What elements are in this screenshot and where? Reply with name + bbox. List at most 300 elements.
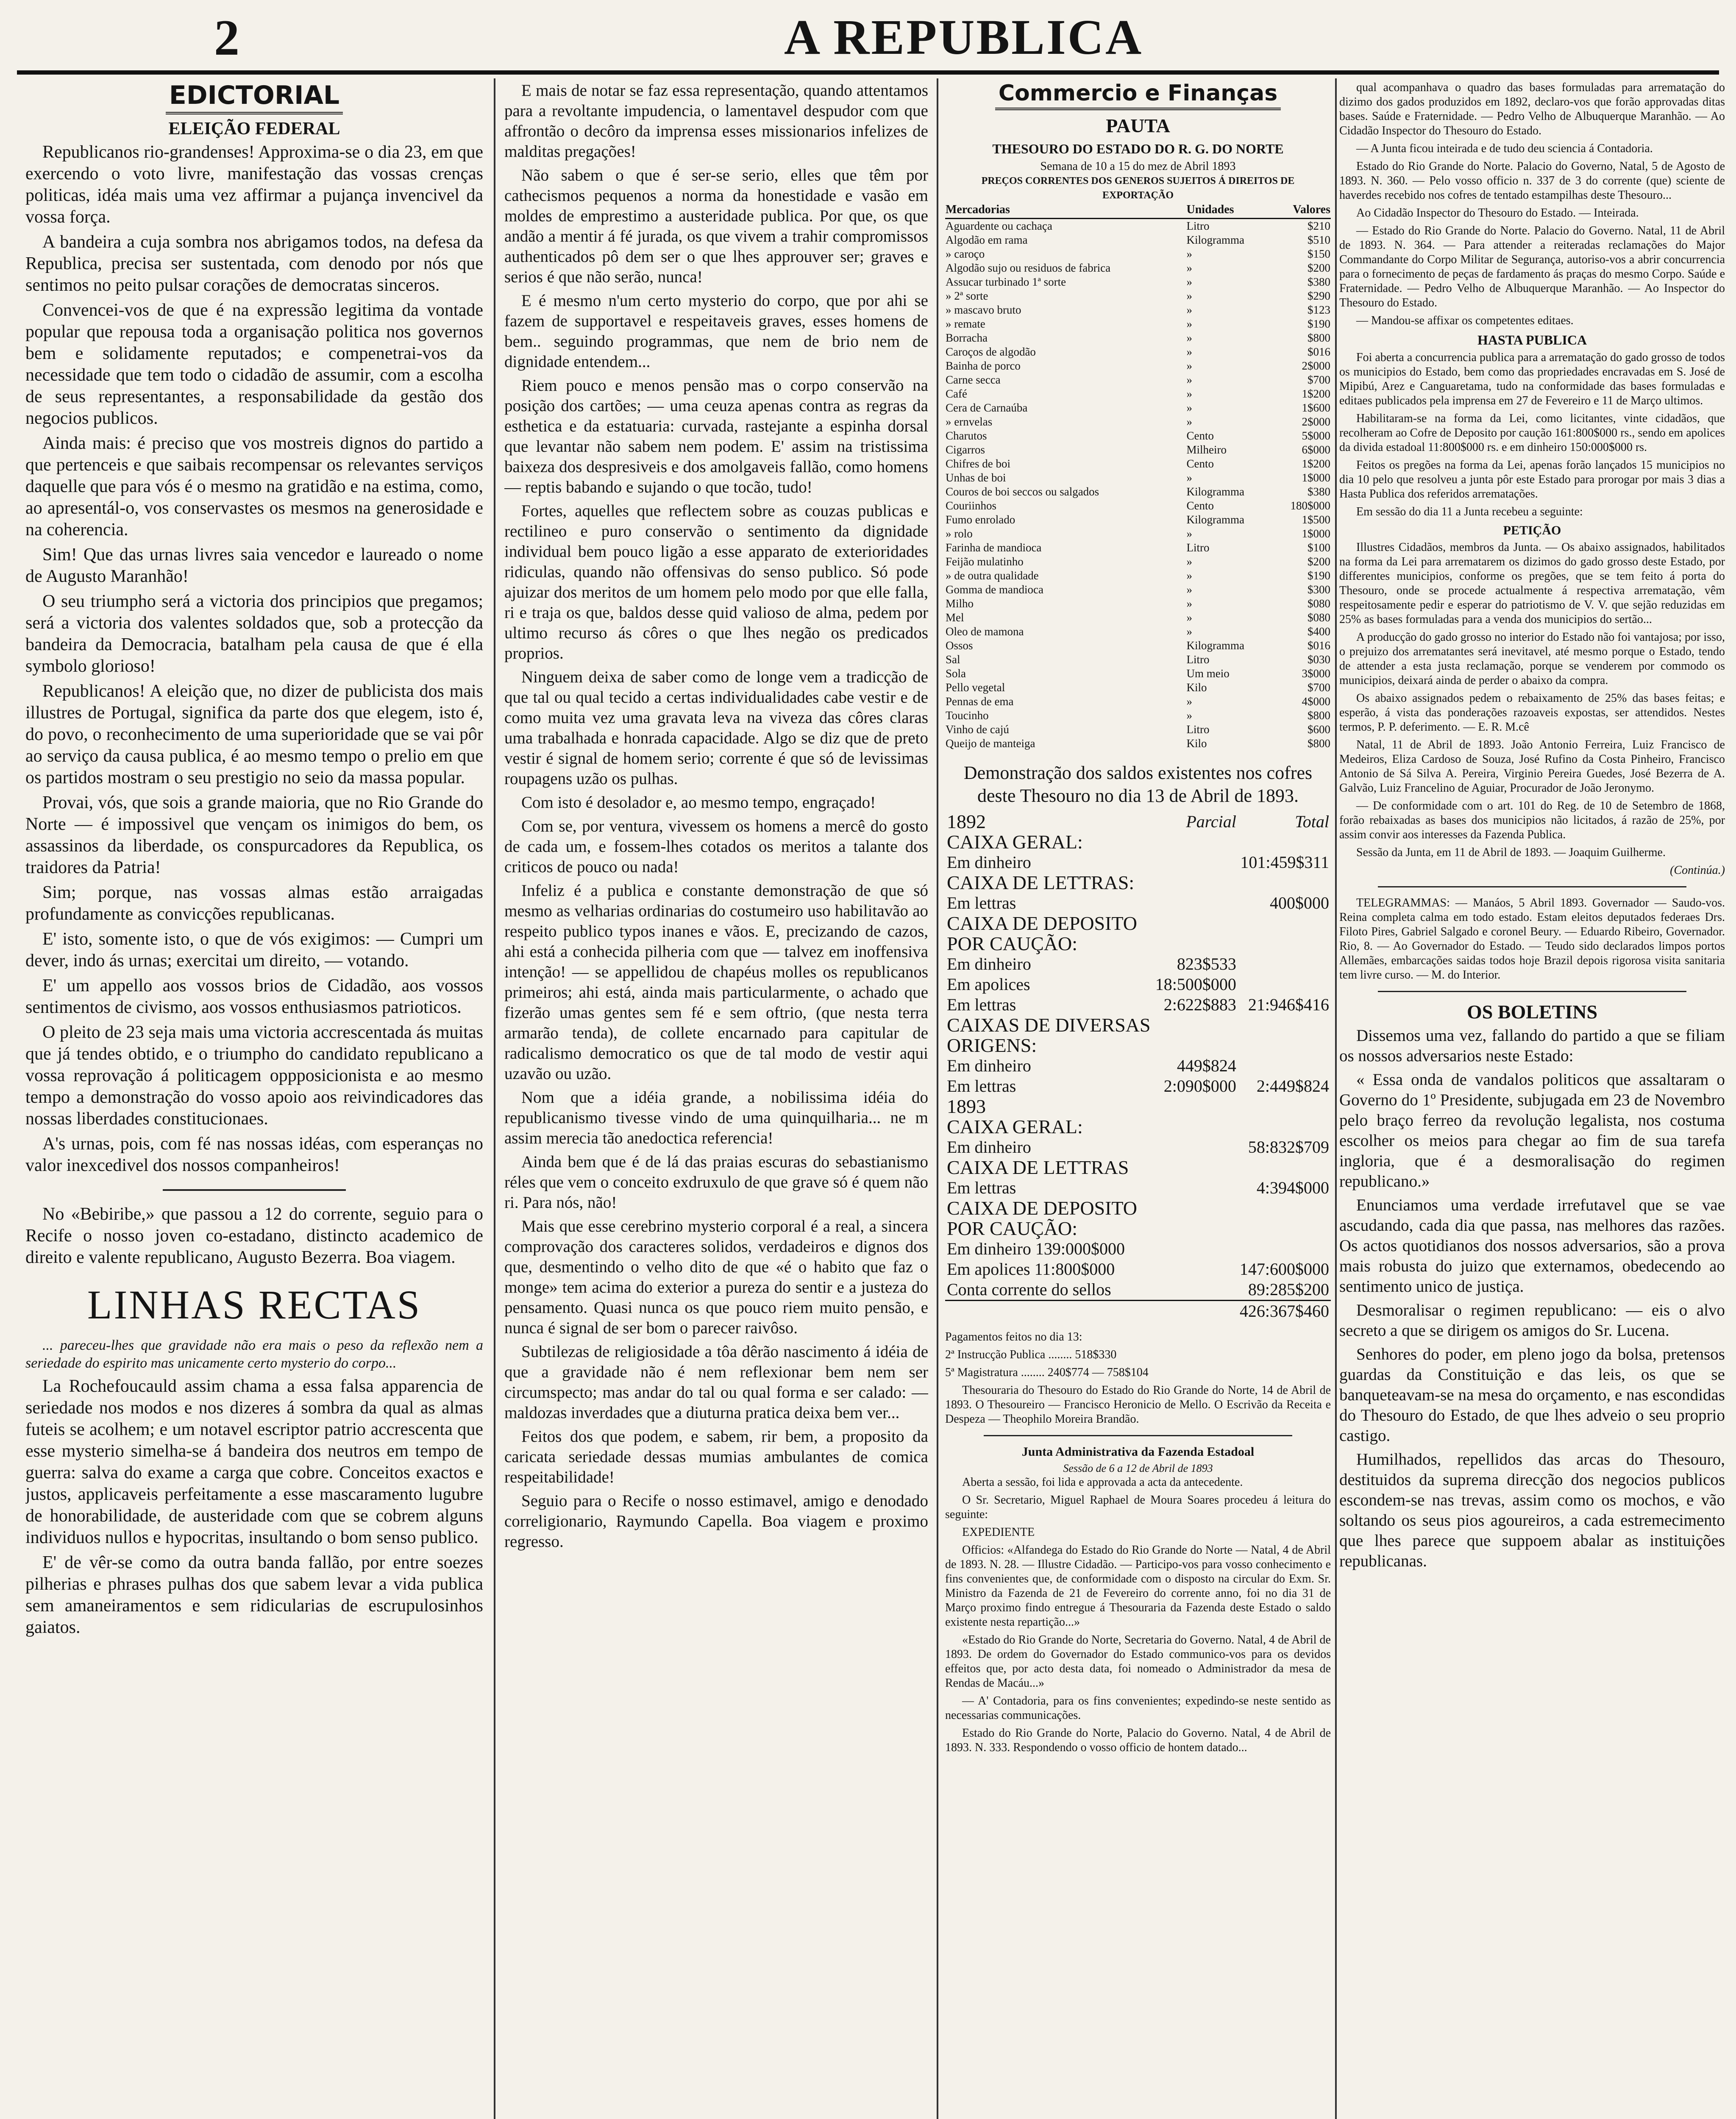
- pauta-row: [945, 541, 1331, 555]
- boletins-paragraph: Dissemos uma vez, fallando do partido a que se filiam os nossos adversarios neste Estado:: [1339, 1026, 1725, 1065]
- expediente-paragraph: Ao Cidadão Inspector do Thesouro do Estado. — Inteirada.: [1356, 206, 1639, 220]
- unidade-cell: »: [1186, 359, 1192, 372]
- unidade-cell: »: [1186, 373, 1192, 386]
- valor-cell: 1$200: [1302, 387, 1330, 400]
- unidade-cell: »: [1186, 597, 1192, 610]
- mercadoria-cell: » caroço: [946, 247, 985, 260]
- unidade-cell: »: [1186, 303, 1192, 316]
- editorial-paragraph: Riem pouco e menos pensão mas o corpo conservão na posição dos cartões; — uma ceuza apenas contra as regras da esthetica e da estatuaria: curvada, rastejante a espinha dorsal que levantar não sabem nem podem. E' assim na tristissima baixeza dos despresiveis e dos amolgaveis fallão, como homens — reptis babando e sujando o que tocão, tudo!: [504, 376, 928, 496]
- peticao-paragraph: Natal, 11 de Abril de 1893. João Antonio Ferreira, Luiz Francisco de Medeiros, Eliza Cardoso de Souza, José Rufino da Costa Pinheiro, Francisco Antonio de Sá Silva A. Pereira, Virginio Pereira Guedes, José Bezerra de A. Galvão, Luiz Francelino de Aguiar, Procurador de João Jeronymo.: [1339, 738, 1725, 795]
- saldos-parcial: [1154, 913, 1238, 954]
- saldos-total-cell: [1238, 1157, 1331, 1178]
- saldos-row: [945, 852, 1331, 873]
- editorial-paragraph: Infeliz é a publica e constante demonstração de que só mesmo as velharias ordinarias do costumeiro uso habilitavão ao respeito publico typos inanes e vãos. E, precizando de cazos, ahi está a conhecida pilheria com que — talvez em inoffensiva intenção! — se appellidou de chapéus molles os republicanos primeiros; ahi está, ainda mais particularmente, o achado que fizerão umas gentes sem fé e sem oftrio, (que nesta terra armarão tenda), de collete encarnado para capitular de radicalismo democratico os que de tal modo de vestir aqui uzavão ou uzão.: [504, 882, 928, 1083]
- saldos-total-cell: [1238, 1056, 1331, 1076]
- divider: [1378, 991, 1686, 992]
- page-number: 2: [214, 9, 239, 66]
- pauta-row: [945, 681, 1331, 695]
- pauta-row: [945, 303, 1331, 317]
- valor-cell: 1$000: [1302, 527, 1330, 540]
- junta-title: Junta Administrativa da Fazenda Estadoal: [1021, 1445, 1255, 1459]
- mercadoria-cell: » mascavo bruto: [946, 303, 1021, 316]
- pauta-row: [945, 513, 1331, 527]
- pauta-row: [945, 583, 1331, 597]
- unidade-cell: »: [1186, 401, 1192, 414]
- saldos-parcial: [1154, 1096, 1238, 1117]
- unidade-cell: »: [1186, 317, 1192, 330]
- mercadoria-cell: » de outra qualidade: [946, 569, 1039, 582]
- junta-paragraph: Officios: «Alfandega do Estado do Rio Grande do Norte — Natal, 4 de Abril de 1893. N. 28. — Illustre Cidadão. — Participo-vos para vosso conhecimento e fins convenientes que, de conformidade com o disposto na circular do Exm. Sr. Ministro da Fazenda de 21 de Fevereiro do corrente anno, foi no dia 31 de Março proximo findo entregue á Thesouraria da Fazenda deste Estado o saldo existente nesta repartição...»: [945, 1543, 1331, 1629]
- unidade-cell: »: [1186, 345, 1192, 358]
- payments-list: [945, 1348, 1331, 1380]
- hasta-publica-title: HASTA PUBLICA: [1477, 332, 1587, 348]
- valor-cell: 2$000: [1302, 359, 1330, 372]
- pauta-row: [945, 723, 1331, 737]
- pauta-week: Semana de 10 a 15 do mez de Abril 1893: [1040, 160, 1236, 173]
- boletins-body: [1339, 1026, 1725, 1571]
- article-heading: ELEIÇÃO FEDERAL: [168, 119, 340, 139]
- saldos-row: [945, 1117, 1331, 1137]
- saldos-row: [945, 893, 1331, 913]
- pauta-row: [945, 709, 1331, 723]
- valor-cell: $600: [1308, 723, 1330, 736]
- valor-cell: $400: [1308, 625, 1330, 638]
- saldos-parcial: [1154, 1117, 1238, 1137]
- saldos-label: CAIXA GERAL:: [947, 1116, 1083, 1137]
- mercadoria-cell: Charutos: [946, 429, 987, 442]
- saldos-parcial: 2:090$000: [1163, 1076, 1236, 1096]
- unidade-cell: »: [1186, 471, 1192, 484]
- saldos-row: [945, 913, 1331, 954]
- saldos-total-cell: [1238, 913, 1331, 954]
- mercadoria-cell: Sal: [946, 653, 960, 666]
- peticao-paragraph: — De conformidade com o art. 101 do Reg. de 10 de Setembro de 1868, forão rebaixadas as bases dos municipios não licitados, á razão de 25%, por assim convir aos interesses da Fazenda Publica.: [1339, 799, 1725, 841]
- unidade-cell: Kilogramma: [1186, 234, 1244, 246]
- valor-cell: $150: [1308, 247, 1330, 260]
- saldos-row: [945, 1056, 1331, 1076]
- column-commercio: [945, 81, 1331, 1758]
- unidade-cell: »: [1186, 709, 1192, 722]
- unidade-cell: »: [1186, 611, 1192, 624]
- editorial-paragraph: Com se, por ventura, vivessem os homens a mercê do gosto de cada um, e fossem-lhes cotados os meritos a talante dos criticos de pouco ou nada!: [504, 817, 928, 876]
- saldos-label: Em dinheiro 139:000$000: [947, 1239, 1125, 1258]
- saldos-label: Em lettras: [947, 995, 1016, 1014]
- editorial-paragraph: Subtilezas de religiosidade a tôa dêrão nascimento á idéia de que a gravidade não é nem reflexionar bem nem ser circumspecto; mas andar do tal ou qual forma e ser calado: — maldozas inverdades que a diuturna pratica deixa bem ver...: [504, 1343, 928, 1422]
- saldos-label: CAIXAS DE DIVERSAS ORIGENS:: [947, 1014, 1151, 1056]
- saldos-col-header: Parcial: [1186, 812, 1236, 831]
- expediente-continued: [1339, 81, 1725, 328]
- hasta-paragraph: Em sessão do dia 11 a Junta recebeu a seguinte:: [1356, 505, 1583, 518]
- saldos-label: Em dinheiro: [947, 1137, 1031, 1157]
- pauta-title: PAUTA: [1106, 115, 1170, 136]
- valor-cell: $200: [1308, 555, 1330, 568]
- expediente-paragraph: Estado do Rio Grande do Norte. Palacio do Governo, Natal, 5 de Agosto de 1893. N. 360. — Pelo vosso officio n. 337 de 3 do corrente (que) sciente de haverdes recebido nos cofres de tentado estampilhas deste Thesouro...: [1339, 160, 1725, 202]
- valor-cell: $510: [1308, 234, 1330, 246]
- section-title-commercio: Commercio e Finanças: [995, 81, 1281, 110]
- editorial-paragraph: Não sabem o que é ser-se serio, elles que têm por cathecismos pequenos a norma da honestidade e vasão em moldes de emprestimo a austeridade publica. Por que, os que andão a mentir á fé jurada, os que vivem a trahir compromissos authenticados pô dem ser o que lhes approuver ser; graves e serios é que não serão, nunca!: [504, 166, 928, 286]
- payment-line: 2ª Instrucção Publica ........ 518$330: [945, 1348, 1117, 1361]
- saldos-parcial: 823$533: [1177, 954, 1236, 973]
- editorial-paragraph: Ainda bem que é de lá das praias escuras do sebastianismo réles que vem o conceito exdruxulo de que grave só é quem não ri. Para nós, não!: [504, 1153, 928, 1212]
- linhas-rectas-body: [25, 1376, 483, 1638]
- pauta-row: [945, 219, 1331, 234]
- mercadoria-cell: Borracha: [946, 331, 988, 344]
- saldos-total-cell: 89:285$200: [1248, 1280, 1329, 1299]
- expediente-paragraph: — Estado do Rio Grande do Norte. Palacio do Governo. Natal, 11 de Abril de 1893. N. 364. — Para attender a reiteradas reclamações do Major Commandante do Corpo Militar de Segurança, autoriso-vos a abrir concurrencia para o fornecimento de peças de fardamento ás praças do mesmo Corpo. Saúde e Fraternidade. — Pedro Velho de Albuquerque Maranhão. — Ao Inspector do Thesouro do Estado.: [1339, 224, 1725, 309]
- saldos-row: [945, 1198, 1331, 1239]
- divider: [984, 1435, 1292, 1436]
- pauta-row: [945, 471, 1331, 485]
- pauta-row: [945, 639, 1331, 653]
- junta-paragraph: — A' Contadoria, para os fins convenientes; expedindo-se neste sentido as necessarias communicações.: [945, 1694, 1331, 1722]
- mercadoria-cell: Café: [946, 387, 967, 400]
- saldos-total-cell: 400$000: [1270, 893, 1329, 912]
- saldos-row: [945, 1137, 1331, 1157]
- hasta-publica-body: [1339, 350, 1725, 519]
- saldos-total-cell: [1238, 1198, 1331, 1239]
- valor-cell: 1$500: [1302, 513, 1330, 526]
- valor-cell: $190: [1308, 569, 1330, 582]
- pauta-row: [945, 261, 1331, 275]
- unidade-cell: »: [1186, 261, 1192, 274]
- unidade-cell: Cento: [1186, 457, 1214, 470]
- mercadoria-cell: » ernvelas: [946, 415, 993, 428]
- valor-cell: 4$000: [1302, 695, 1330, 708]
- saldos-parcial: [1154, 893, 1238, 913]
- mercadoria-cell: Ossos: [946, 639, 973, 652]
- editorial-paragraph: Convencei-vos de que é na expressão legitima da vontade popular que repousa toda a organisação politica nos governos bem e solidamente reputados; e compenetrai-vos da necessidade que tem todo o cidadão de assumir, com a escolha de seus representantes, a responsabilidade da gestão dos negocios publicos.: [25, 300, 483, 428]
- unidade-cell: Kilo: [1186, 681, 1207, 694]
- editorial-paragraph: Nom que a idéia grande, a nobilissima idéia do republicanismo tivesse vindo de uma quinquilharia... ne m assim merecia tão anedoctica referencia!: [504, 1088, 928, 1147]
- pauta-col-header: Mercadorias: [945, 203, 1186, 219]
- pauta-row: [945, 457, 1331, 471]
- saldos-total-cell: [1238, 1239, 1331, 1259]
- valor-cell: $210: [1308, 220, 1330, 232]
- editorial-paragraph: Fortes, aquelles que reflectem sobre as couzas publicas e rectilineo e puro conservão o sentimento da dignidade individual bem pouco ligão a esse apparato de exterioridades ridiculas, quando não offensivas do senso publico. Só pode ajuizar dos meritos de um homem pelo modo por que elle falla, ri e traja os que, baldos desse quid valioso de alma, pedem por ultimo recurso ás côres o que lhes negão os predicados proprios.: [504, 502, 928, 662]
- valor-cell: $290: [1308, 289, 1330, 302]
- saldos-label: CAIXA DE DEPOSITO POR CAUÇÃO:: [947, 912, 1137, 954]
- saldos-total-cell: [1238, 974, 1331, 995]
- travel-note: No «Bebiribe,» que passou a 12 do corrente, seguio para o Recife o nosso joven co-estadano, distincto academico de direito e valente republicano, Augusto Bezerra. Boa viagem.: [25, 1204, 483, 1267]
- valor-cell: $300: [1308, 583, 1330, 596]
- junta-paragraph: Estado do Rio Grande do Norte, Palacio do Governo. Natal, 4 de Abril de 1893. N. 333. Respondendo o vosso officio de hontem datado...: [945, 1727, 1331, 1754]
- saldos-total-cell: [1238, 1015, 1331, 1056]
- editorial-paragraph: Republicanos! A eleição que, no dizer de publicista dos mais illustres de Portugal, significa da parte dos que elegem, isto é, do povo, o reconhecimento de uma superioridade que se vai pôr ao serviço da causa publica, é ao mesmo tempo o prelio em que os partidos mostram o seu prestigio no seio da massa popular.: [25, 681, 483, 787]
- divider: [163, 1189, 346, 1191]
- mercadoria-cell: » rolo: [946, 527, 973, 540]
- pauta-row: [945, 289, 1331, 303]
- saldos-parcial: [1154, 1157, 1238, 1178]
- unidade-cell: Kilogramma: [1186, 639, 1244, 652]
- editorial-paragraph: Seguio para o Recife o nosso estimavel, amigo e denodado correligionario, Raymundo Capella. Boa viagem e proximo regresso.: [504, 1492, 928, 1551]
- pauta-row: [945, 359, 1331, 373]
- unidade-cell: Um meio: [1186, 667, 1230, 680]
- mercadoria-cell: Farinha de mandioca: [946, 541, 1042, 554]
- valor-cell: 180$000: [1290, 499, 1330, 512]
- valor-cell: $030: [1308, 653, 1330, 666]
- pauta-row: [945, 275, 1331, 289]
- peticao-paragraph: Os abaixo assignados pedem o rebaixamento de 25% das bases feitas; e esperão, á vista das ponderações razoaveis expostas, ser attendidos. Nestes termos, P. P. deferimento. — E. R. M.cê: [1339, 692, 1725, 734]
- hasta-paragraph: Feitos os pregões na forma da Lei, apenas forão lançados 15 municipios no dia 10 pelo que resolveu a junta pôr este Estado para prorogar por mais 3 dias a Hasta Publica dos referidos arrematações.: [1339, 459, 1725, 501]
- saldos-heading: Demonstração dos saldos existentes nos cofres deste Thesouro no dia 13 de Abril de 1893.: [963, 762, 1313, 806]
- saldos-row: [945, 954, 1331, 974]
- boletins-paragraph: Senhores do poder, em pleno jogo da bolsa, pretensos guardas da Constituição e das leis, os que se banqueteavam-se na mesa do orçamento, e nas escondidas do Thesouro do Estado, de que lhes adveio o seu proprio castigo.: [1339, 1345, 1725, 1445]
- pauta-row: [945, 569, 1331, 583]
- saldos-table: [945, 812, 1331, 1321]
- editorial-paragraph: Mais que esse cerebrino mysterio corporal é a real, a sincera comprovação dos caracteres solidos, verdadeiros e dignos dos que, desmentindo o velho dito de que «é o habito que faz o monge» tem acima do exterior a pureza do sentir e a justeza do pensamento. Quasi nunca os que pouco riem muito pensão, e nunca é signal de ser bom o parecer raivôso.: [504, 1217, 928, 1337]
- saldos-parcial: [1154, 1239, 1238, 1259]
- junta-session: Sessão de 6 a 12 de Abril de 1893: [1063, 1462, 1213, 1474]
- valor-cell: $100: [1308, 541, 1330, 554]
- saldos-total-cell: 101:459$311: [1240, 853, 1329, 872]
- pauta-row: [945, 555, 1331, 569]
- unidade-cell: Litro: [1186, 220, 1210, 232]
- valor-cell: $080: [1308, 611, 1330, 624]
- valor-cell: 3$000: [1302, 667, 1330, 680]
- peticao-title: PETIÇÃO: [1503, 523, 1561, 537]
- editorial-paragraph: E mais de notar se faz essa representação, quando attentamos para a revoltante impudencia, o lamentavel despudor com que affrontão o decôro da imprensa esses missionarios infelizes de malditas pregações!: [504, 81, 928, 161]
- boletins-paragraph: Desmoralisar o regimen republicano: — eis o alvo secreto a que se dirigem os amigos do Sr. Lucena.: [1339, 1301, 1725, 1340]
- editorial-paragraph: Sim; porque, nas vossas almas estão arraigadas profundamente as convicções republicanas.: [25, 883, 483, 924]
- saldos-label: Em apolices: [947, 975, 1030, 994]
- mercadoria-cell: Couros de boi seccos ou salgados: [946, 485, 1099, 498]
- continua-note: (Continúa.): [1670, 864, 1725, 877]
- boletins-title: OS BOLETINS: [1466, 1001, 1598, 1023]
- valor-cell: $380: [1308, 275, 1330, 288]
- linhas-paragraph: La Rochefoucauld assim chama a essa falsa apparencia de seriedade nos modos e nos dizeres á sombra da qual as almas futeis se acolhem; e um notavel escriptor patrio accrescenta que esse mysterio simelha-se á bandeira dos neutros em tempo de guerra: salva do exame a carga que cobre. Conceitos exactos e justos, applicaveis perfeitamente a esse mascaramento lugubre de honorabilidade, de austeridade com que se cobrem alguns individuos nullos e hypocritas, insultando o bom senso publico.: [25, 1377, 483, 1547]
- saldos-total-cell: 2:449$824: [1256, 1076, 1329, 1096]
- section-title-edictorial: EDICTORIAL: [166, 81, 343, 114]
- column-rule: [937, 78, 938, 2119]
- column-rule: [1335, 78, 1337, 2119]
- mercadoria-cell: Cera de Carnaúba: [946, 401, 1028, 414]
- unidade-cell: »: [1186, 625, 1192, 638]
- mercadoria-cell: Oleo de mamona: [946, 625, 1024, 638]
- mercadoria-cell: Carne secca: [946, 373, 1001, 386]
- saldos-total-cell: [1238, 954, 1331, 974]
- mercadoria-cell: Chifres de boi: [946, 457, 1010, 470]
- saldos-total-cell: [1238, 1096, 1331, 1117]
- boletins-paragraph: Humilhados, repellidos das arcas do Thesouro, destituidos da suprema direcção dos negocios publicos escondem-se nas trevas, assim como os mochos, e vão soltando os seus pios agoureiros, a cada estremecimento que lhes parece que suppoem abalar as instituições republicanas.: [1339, 1450, 1725, 1570]
- unidade-cell: Litro: [1186, 653, 1210, 666]
- page-header: [17, 0, 1719, 75]
- pauta-row: [945, 695, 1331, 709]
- mercadoria-cell: Pello vegetal: [946, 681, 1005, 694]
- mercadoria-cell: Unhas de boi: [946, 471, 1006, 484]
- mercadoria-cell: Assucar turbinado 1ª sorte: [946, 275, 1066, 288]
- column-editorial: [25, 81, 483, 1642]
- saldos-row: [945, 1157, 1331, 1178]
- valor-cell: 5$000: [1302, 429, 1330, 442]
- mercadoria-cell: Mel: [946, 611, 964, 624]
- linhas-paragraph: E' de vêr-se como da outra banda fallão, por entre soezes pilherias e phrases pulhas dos que sabem levar a vida publica sem amaneiramentos e sem ridicularias de escrupulosinhos gaiatos.: [25, 1553, 483, 1637]
- unidade-cell: Kilogramma: [1186, 485, 1244, 498]
- valor-cell: 1$600: [1302, 401, 1330, 414]
- valor-cell: 1$000: [1302, 471, 1330, 484]
- unidade-cell: Kilo: [1186, 737, 1207, 750]
- saldos-total-cell: 4:394$000: [1256, 1178, 1329, 1197]
- unidade-cell: »: [1186, 247, 1192, 260]
- pauta-row: [945, 443, 1331, 457]
- unidade-cell: »: [1186, 275, 1192, 288]
- pauta-subtitle: THESOURO DO ESTADO DO R. G. DO NORTE: [992, 141, 1284, 156]
- pauta-col-header: Valores: [1271, 203, 1331, 219]
- pauta-row: [945, 401, 1331, 415]
- column-rule: [494, 78, 495, 2119]
- saldos-parcial: [1154, 1259, 1238, 1279]
- boletins-paragraph: « Essa onda de vandalos politicos que assaltaram o Governo do 1º Presidente, subjugada em 23 de Novembro pelo braço ferreo da revolução legalista, nos costuma escolher os meios para chegar ao fim de sua tarefa ingloria, que é a desmoralisação do regimen republicano.»: [1339, 1071, 1725, 1190]
- pauta-row: [945, 387, 1331, 401]
- saldos-parcial: [1154, 1137, 1238, 1157]
- saldos-label: Em dinheiro: [947, 954, 1031, 973]
- mercadoria-cell: Algodão sujo ou residuos de fabrica: [946, 261, 1111, 274]
- thesouraria-signoff: Thesouraria do Thesouro do Estado do Rio Grande do Norte, 14 de Abril de 1893. O Thesoureiro — Francisco Heronicio de Mello. O Escrivão da Receita e Despeza — Theophilo Moreira Brandão.: [945, 1384, 1331, 1426]
- pauta-note: PREÇOS CORRENTES DOS GENEROS SUJEITOS Á DIREITOS DE EXPORTAÇÃO: [981, 175, 1295, 201]
- editorial-paragraph: Com isto é desolador e, ao mesmo tempo, engraçado!: [521, 793, 876, 812]
- saldos-total-cell: 147:600$000: [1239, 1260, 1329, 1279]
- saldos-total-cell: [1238, 873, 1331, 893]
- saldos-label: Em lettras: [947, 1178, 1016, 1197]
- unidade-cell: »: [1186, 583, 1192, 596]
- saldos-label: Em apolices 11:800$000: [947, 1260, 1115, 1279]
- editorial-paragraph: Ainda mais: é preciso que vos mostreis dignos do partido a que pertenceis e que saibais recompensar os relevantes serviços daquelle que para vós é o mesmo na gratidão e na estima, como, ao apresentál-o, vos conservastes os mesmos na generosidade e na coherencia.: [25, 434, 483, 539]
- valor-cell: $380: [1308, 485, 1330, 498]
- peticao-paragraph: Illustres Cidadãos, membros da Junta. — Os abaixo assignados, habilitados na forma da Lei para arrematarem os dizimos do gado grosso deste Estado, por differentes municipios, conforme os pregões, que se tem feito á porta do Thesouro, onde se procede actualmente á respectiva arrematação, vêm respeitosamente pedir e esperar do patriotismo de V. V. que sejão reduzidas em 25% as bases formuladas para a venda dos municipios do sertão...: [1339, 541, 1725, 626]
- saldos-parcial: [1154, 852, 1238, 873]
- mercadoria-cell: Milho: [946, 597, 974, 610]
- valor-cell: $700: [1308, 373, 1330, 386]
- editorial-paragraph: A's urnas, pois, com fé nas nossas idéas, com esperanças no valor inexcedivel dos nossos companheiros!: [25, 1134, 483, 1175]
- saldos-parcial: 2:622$883: [1163, 995, 1236, 1014]
- saldos-total-cell: 58:832$709: [1248, 1137, 1329, 1157]
- mercadoria-cell: Feijão mulatinho: [946, 555, 1024, 568]
- pauta-row: [945, 233, 1331, 247]
- saldos-total-cell: [1238, 1117, 1331, 1137]
- editorial-continued-body: [504, 81, 928, 1552]
- unidade-cell: Litro: [1186, 723, 1210, 736]
- valor-cell: $200: [1308, 261, 1330, 274]
- pauta-row: [945, 373, 1331, 387]
- pauta-row: [945, 415, 1331, 429]
- pauta-row: [945, 485, 1331, 499]
- saldos-row: [945, 1076, 1331, 1096]
- valor-cell: 6$000: [1302, 443, 1330, 456]
- valor-cell: $016: [1308, 345, 1330, 358]
- saldos-total: 426:367$460: [1238, 1301, 1331, 1322]
- mercadoria-cell: Couriinhos: [946, 499, 997, 512]
- mercadoria-cell: Aguardente ou cachaça: [946, 220, 1052, 232]
- boletins-paragraph: Enunciamos uma verdade irrefutavel que se vae ascudando, cada dia que passa, nas melhores das razões. Os actos quotidianos dos nossos adversarios, são a prova mais robusta do juizo que externamos, obedecendo ao sentimento unico de justiça.: [1339, 1196, 1725, 1296]
- peticao-paragraph: A producção do gado grosso no interior do Estado não foi vantajosa; por isso, o prejuizo dos arrematantes será inevitavel, até mesmo porque o Estado, tendo de attender a esta justa reclamação, porque se venderem por commodo os municipios, deixará ainda de perder o abaixo da compra.: [1339, 631, 1725, 687]
- unidade-cell: Cento: [1186, 499, 1214, 512]
- saldos-parcial: [1154, 832, 1238, 852]
- mercadoria-cell: Fumo enrolado: [946, 513, 1015, 526]
- saldos-label: Em lettras: [947, 1076, 1016, 1096]
- pauta-row: [945, 345, 1331, 359]
- saldos-row: [945, 1178, 1331, 1198]
- editorial-paragraph: E' um appello aos vossos brios de Cidadão, aos vossos sentimentos de civismo, aos vossos enthusiasmos patrioticos.: [25, 976, 483, 1017]
- saldos-parcial: [1154, 873, 1238, 893]
- saldos-label: CAIXA DE DEPOSITO POR CAUÇÃO:: [947, 1197, 1137, 1239]
- payment-line: 5ª Magistratura ........ 240$774 — 758$104: [945, 1366, 1149, 1379]
- valor-cell: $800: [1308, 331, 1330, 344]
- saldos-parcial: 18:500$000: [1155, 975, 1236, 994]
- pauta-row: [945, 499, 1331, 513]
- valor-cell: $800: [1308, 709, 1330, 722]
- saldos-parcial: [1154, 1198, 1238, 1239]
- saldos-label: Em lettras: [947, 893, 1016, 912]
- saldos-row: [945, 1096, 1331, 1117]
- telegrammas: TELEGRAMMAS: — Manáos, 5 Abril 1893. Governador — Saudo-vos. Reina completa calma em todo estado. Estam eleitos deputados federaes Drs. Filoto Pires, Gabriel Salgado e coronel Beury. — Eduardo Ribeiro, Governador. Rio, 8. — Ao Governador do Estado. — Teudo sido declarados limpos portos Allemães, embarcações saidas todos hoje Brazil depois rigorosa visita sanitaria tem livre curso. — M. do Interior.: [1339, 896, 1725, 982]
- valor-cell: $080: [1308, 597, 1330, 610]
- saldos-parcial: 449$824: [1177, 1056, 1236, 1075]
- mercadoria-cell: Sola: [946, 667, 966, 680]
- saldos-row: [945, 1239, 1331, 1259]
- mercadoria-cell: Pennas de ema: [946, 695, 1014, 708]
- peticao-body: [1339, 540, 1725, 860]
- saldos-col-header: 1892: [947, 811, 986, 832]
- saldos-row: [945, 832, 1331, 852]
- unidade-cell: »: [1186, 415, 1192, 428]
- unidade-cell: »: [1186, 555, 1192, 568]
- editorial-body: [25, 142, 483, 1176]
- mercadoria-cell: Caroços de algodão: [946, 345, 1036, 358]
- saldos-row: [945, 1279, 1331, 1301]
- pauta-row: [945, 667, 1331, 681]
- mercadoria-cell: Cigarros: [946, 443, 985, 456]
- header-rule: [17, 70, 1719, 75]
- saldos-label: Em dinheiro: [947, 1056, 1031, 1075]
- hasta-paragraph: Habilitaram-se na forma da Lei, como licitantes, vinte cidadãos, que recolheram ao Cofre de Deposito por caução 161:800$000 rs., sendo em apolices da divida estadoal 11:800$000 rs. e em dinheiro 150:000$000 rs.: [1339, 412, 1725, 454]
- mercadoria-cell: Gomma de mandioca: [946, 583, 1043, 596]
- pauta-row: [945, 625, 1331, 639]
- unidade-cell: Kilogramma: [1186, 513, 1244, 526]
- unidade-cell: Milheiro: [1186, 443, 1227, 456]
- mercadoria-cell: » 2ª sorte: [946, 289, 988, 302]
- unidade-cell: »: [1186, 387, 1192, 400]
- payments-heading: Pagamentos feitos no dia 13:: [945, 1330, 1082, 1343]
- editorial-paragraph: Feitos dos que podem, e sabem, rir bem, a proposito da caricata seriedade dessas mumias ambulantes de comica respeitabilidade!: [504, 1427, 928, 1486]
- saldos-parcial: [1154, 1279, 1238, 1301]
- mercadoria-cell: Vinho de cajú: [946, 723, 1009, 736]
- mercadoria-cell: » remate: [946, 317, 985, 330]
- expediente-paragraph: — A Junta ficou inteirada e de tudo deu sciencia á Contadoria.: [1356, 142, 1653, 155]
- saldos-row: [945, 974, 1331, 995]
- pauta-row: [945, 737, 1331, 751]
- saldos-label: CAIXA DE LETTRAS:: [947, 872, 1135, 893]
- pauta-row: [945, 317, 1331, 331]
- expediente-paragraph: — Mandou-se affixar os competentes editaes.: [1356, 314, 1574, 327]
- junta-paragraph: EXPEDIENTE: [962, 1526, 1035, 1539]
- column-editorial-continued: [504, 81, 928, 1555]
- pauta-col-header: Unidades: [1186, 203, 1271, 219]
- valor-cell: 2$000: [1302, 415, 1330, 428]
- epigraph: ... pareceu-lhes que gravidade não era mais o peso da reflexão nem a seriedade do espirito mas unicamente certo mysterio do corpo...: [25, 1338, 483, 1371]
- divider: [1378, 886, 1686, 887]
- pauta-row: [945, 527, 1331, 541]
- saldos-row: [945, 1015, 1331, 1056]
- saldos-total-cell: [1238, 832, 1331, 852]
- masthead: A REPUBLICA: [784, 9, 1143, 65]
- pauta-row: [945, 429, 1331, 443]
- valor-cell: $123: [1308, 303, 1330, 316]
- pauta-row: [945, 653, 1331, 667]
- valor-cell: $700: [1308, 681, 1330, 694]
- valor-cell: $190: [1308, 317, 1330, 330]
- saldos-label: CAIXA DE LETTRAS: [947, 1157, 1129, 1178]
- editorial-paragraph: O seu triumpho será a victoria dos principios que pregamos; será a victoria dos valentes soldados que, sob a protecção da bandeira da Democracia, batalham pela causa de que é ella symbolo glorioso!: [25, 592, 483, 676]
- unidade-cell: »: [1186, 527, 1192, 540]
